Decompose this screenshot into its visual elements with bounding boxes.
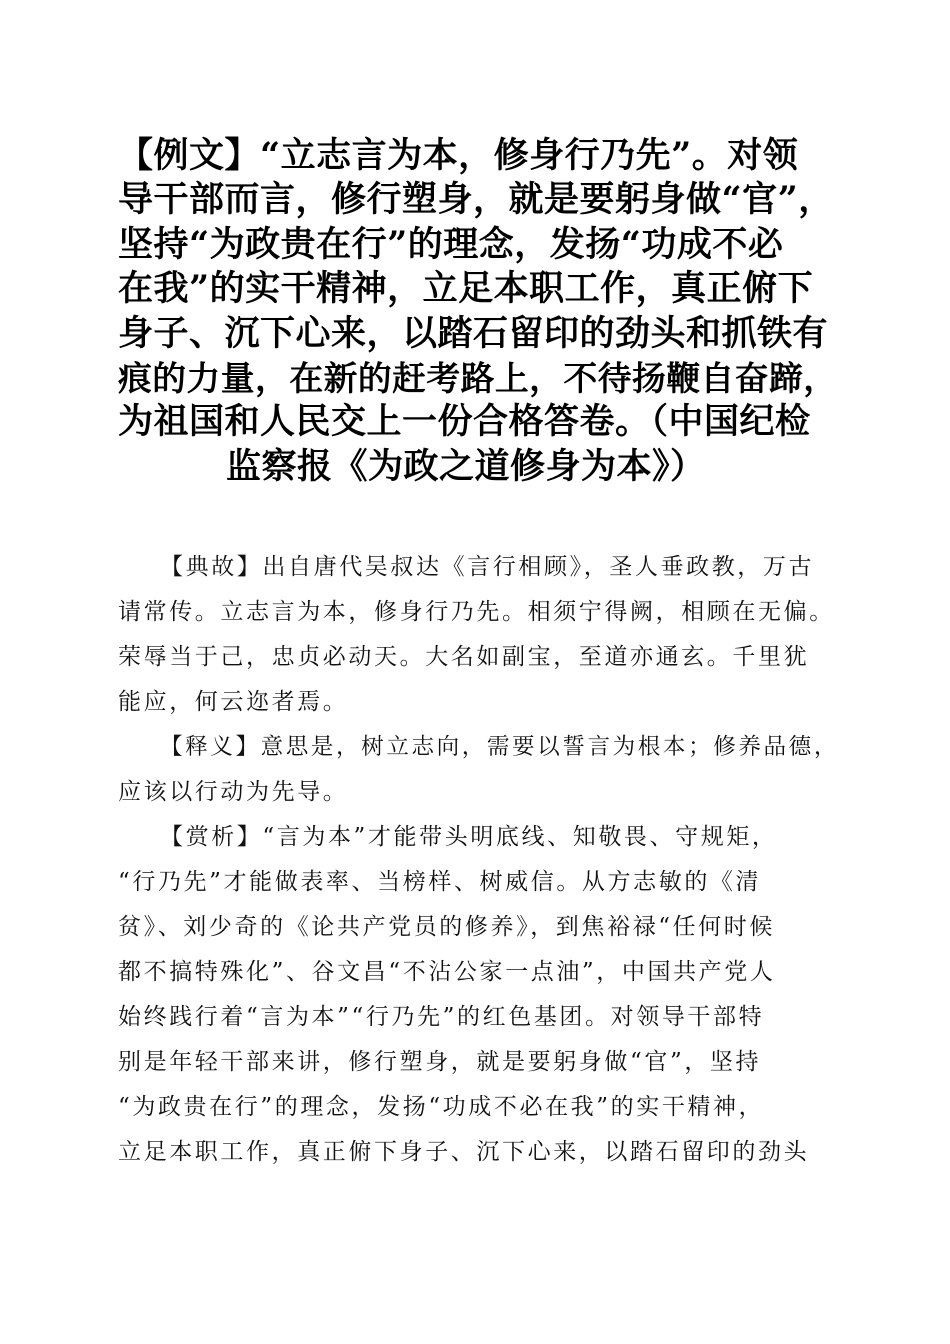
heading-line: 【例文】“立志言为本，修身行乃先”。对领 [118, 135, 799, 176]
heading-line: 导干部而言，修行塑身，就是要躬身做“官”， [118, 179, 834, 221]
heading-line: 身子、沉下心来，以踏石留印的劲头和抓铁有 [118, 312, 829, 354]
paragraph-line: 贫》、刘少奇的《论共产党员的修养》，到焦裕禄“任何时候 [118, 914, 775, 940]
paragraph-line: 别是年轻干部来讲，修行塑身，就是要躬身做“官”，坚持 [118, 1049, 762, 1075]
paragraph-line: “为政贵在行”的理念，发扬“功成不必在我”的实干精神， [118, 1094, 765, 1120]
paragraph-line: 能应，何云迩者焉。 [118, 689, 349, 715]
paragraph-line: 立足本职工作，真正俯下身子、沉下心来，以踏石留印的劲头 [118, 1139, 810, 1165]
paragraph-diangu [118, 545, 838, 725]
paragraph-line: 【典故】出自唐代吴叔达《言行相顾》，圣人垂政教，万古 [160, 554, 815, 580]
paragraph-line: 请常传。立志言为本，修身行乃先。相须宁得阙，相顾在无偏。 [118, 599, 835, 625]
paragraph-line: “行乃先”才能做表率、当榜样、树威信。从方志敏的《清 [118, 869, 762, 895]
heading-line: 痕的力量，在新的赶考路上，不待扬鞭自奋蹄， [118, 358, 838, 399]
heading-line: 在我”的实干精神，立足本职工作，真正俯下 [118, 268, 814, 310]
example-heading [118, 134, 838, 489]
heading-line: 坚持“为政贵在行”的理念，发扬“功成不必 [118, 223, 784, 265]
paragraph-shangxi [118, 815, 838, 1175]
heading-line-source: 监察报《为政之道修身为本》） [226, 445, 706, 487]
paragraph-shiyi [118, 725, 838, 815]
paragraph-line: 应该以行动为先导。 [118, 779, 349, 805]
paragraph-line: 都不搞特殊化”、谷文昌“不沾公家一点油”，中国共产党人 [118, 959, 776, 985]
heading-line: 为祖国和人民交上一份合格答卷。（中国纪检 [118, 401, 811, 443]
paragraph-line: 【赏析】“言为本”才能带头明底线、知敬畏、守规矩， [160, 824, 778, 850]
paragraph-line: 始终践行着“言为本”“行乃先”的红色基团。对领导干部特 [118, 1004, 765, 1030]
paragraph-line: 【释义】意思是，树立志向，需要以誓言为根本；修养品德， [160, 734, 839, 760]
paragraph-line: 荣辱当于己，忠贞必动天。大名如副宝，至道亦通玄。千里犹 [118, 644, 810, 670]
body-text [118, 545, 838, 1175]
